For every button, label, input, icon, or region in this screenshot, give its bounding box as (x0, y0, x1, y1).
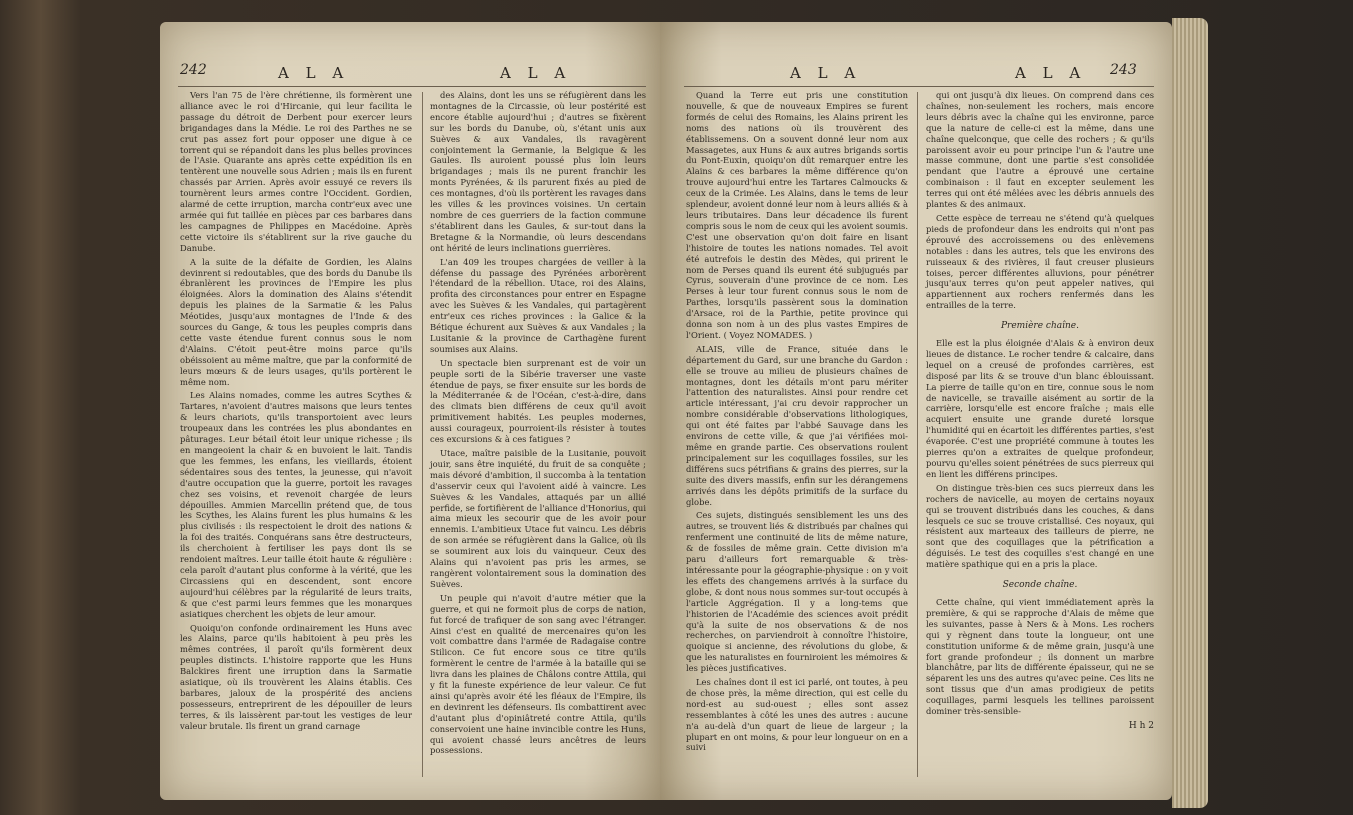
head-rule-left (178, 86, 646, 87)
paragraph: Les Alains nomades, comme les autres Scythes & Tartares, n'avoient d'autres maisons que leurs tentes & leurs chariots, qu'ils transportoient avec leurs troupeaux dans les contrées les plus abondantes en pâturages. Leur bétail étoit leur unique richesse ; ils en mangeoient la chair & en buvoient le lait. Tandis que les femmes, les enfans, les vieillards, étoient sédentaires sous des tentes, la jeunesse, qui n'avoit d'autre occupation que la guerre, portoit les ravages chez ses voisins, et revenoit chargée de leurs dépouilles. Ammien Marcellin prétend que, de tous les Scythes, les Alains furent les plus humains & les plus civilisés : ils respectoient le droit des nations & la foi des traités. Conquérans sans être destructeurs, ils cherchoient à fertiliser les pays dont ils se rendoient maîtres. Leur taille étoit haute & régulière : cela paroît d'autant plus conforme à la vérité, que les Circassiens qui en descendent, sont encore aujourd'hui célèbres par la régularité de leurs traits, & que c'est parmi leurs femmes que les monarques asiatiques cherchent les objets de leur amour. (180, 390, 412, 619)
running-head-right-col2: A L A (1015, 64, 1087, 82)
running-head-left-col2: A L A (500, 64, 572, 82)
paragraph: des Alains, dont les uns se réfugièrent dans les montagnes de la Circassie, où leur postérité est encore établie aujourd'hui ; d'autres se fixèrent sur les bords du Danube, où, s'étant unis aux Suèves & aux Vandales, ils ravagèrent conjointement la Germanie, la Belgique & les Gaules. Ils auroient poussé plus loin leurs brigandages ; mais ils ne purent franchir les monts Pyrénées, & ils parurent fixés au pied de ces montagnes, d'où ils portèrent les ravages dans les villes & les provinces voisines. Un certain nombre de ces guerriers de la faction commune s'établirent dans les Gaules, & sur-tout dans la Bretagne & la Normandie, où leurs descendans ont hérité de leurs inclinations guerrières. (430, 90, 646, 253)
paragraph: L'an 409 les troupes chargées de veiller à la défense du passage des Pyrénées arborèrent l'étendard de la rébellion. Utace, roi des Alains, profita des circonstances pour entrer en Espagne avec les Suèves & les Vandales, qui partagèrent entr'eux ces riches provinces : la Galice & la Bétique échurent aux Suèves & aux Vandales ; la Lusitanie & la province de Carthagène furent soumises aux Alains. (430, 256, 646, 354)
paragraph: Ces sujets, distingués sensiblement les uns des autres, se trouvent liés & distribués par chaînes qui renferment une continuité de lits de même nature, & de fossiles de même grain. Cette division m'a paru d'ailleurs fort remarquable & très-intéressante pour la géographie-physique : on y voit les effets des changemens arrivés à la surface du globe, & dont nous nous sommes sur-tout occupés à l'article Aggrégation. Il y a long-tems que l'historien de l'Académie des sciences avoit prédit qu'à la suite de nos observations & de nos recherches, on parviendroit à connoître l'histoire, quoique si ancienne, des révolutions du globe, & que les naturalistes en fourniroient les mémoires & les pièces justificatives. (686, 510, 908, 674)
section-title: Première chaîne. (1001, 321, 1079, 332)
paragraph: Un peuple qui n'avoit d'autre métier que la guerre, et qui ne formoit plus de corps de nation, fut forcé de trafiquer de son sang avec l'étranger. Ainsi c'est en qualité de mercenaires qu'on les voit combattre dans l'armée de Radagaise contre Stilicon. Ce fut encore sous ce titre qu'ils formèrent le centre de l'armée à la bataille qui se livra dans les plaines de Châlons contre Attila, qui y fit la funeste expérience de leur valeur. Ce fut ainsi qu'après avoir été les fléaux de l'Empire, ils en devinrent les défenseurs. Ils combattirent avec d'autant plus d'opiniâtreté contre Attila, qu'ils conservoient une haine invincible contre les Huns, qui avoient chassé leurs ancêtres de leurs possessions. (430, 592, 646, 756)
paragraph: Quand la Terre eut pris une constitution nouvelle, & que de nouveaux Empires se furent formés de celui des Romains, les Alains prirent les noms des nations où ils trouvèrent des établissemens. On a souvent donné leur nom aux Massagetes, aux Huns & aux autres brigands sortis du Pont-Euxin, quoiqu'on dût remarquer entre les Alains & ces barbares la même différence qu'on trouve aujourd'hui entre les Tartares Calmoucks & ceux de la Crimée. Les Alains, dans le tems de leur splendeur, avoient donné leur nom à leurs alliés & à leurs tributaires. Dans leur décadence ils furent compris sous le nom de ceux qui les avoient soumis. C'est une observation qu'on doit faire en lisant l'histoire de toutes les nations nomades. Tel avoit été autrefois le destin des Mèdes, qui prirent le nom de Perses quand ils eurent été subjugués par Cyrus, souverain d'une province de ce nom. Les Perses à leur tour furent connus sous le nom de Parthes, lorsqu'ils passèrent sous la domination d'Arsace, roi de la Parthie, petite province qui donna son nom à un des plus vastes Empires de l'Orient. ( Voyez NOMADES. ) (686, 90, 908, 340)
paragraph: Utace, maître paisible de la Lusitanie, pouvoit jouir, sans être inquiété, du fruit de sa conquête ; mais dévoré d'ambition, il succomba à la tentation d'asservir ceux qui l'avoient aidé à vaincre. Les Suèves & les Vandales, attaqués par un allié perfide, se fortifièrent de l'alliance d'Honorius, qui aima mieux les secourir que de les avoir pour ennemis. L'ambitieux Utace fut vaincu. Les débris de son armée se réfugièrent dans la Galice, où ils se soumirent aux lois du vainqueur. Ceux des Alains qui n'avoient pas pris les armes, se rangèrent volontairement sous la domination des Suèves. (430, 448, 646, 589)
paragraph: Cette chaîne, qui vient immédiatement après la première, & qui se rapproche d'Alais de même que les suivantes, passe à Ners & à Mons. Les rochers qui y règnent dans toute la longueur, ont une constitution uniforme & de même grain, jusqu'à une fort grande profondeur ; ils donnent un marbre blanchâtre, par lits de différente épaisseur, qui ne se séparent les uns des autres qu'avec peine. Ces lits ne sont tissus que d'un amas prodigieux de petits coquillages, parmi lesquels les tellines paroissent dominer très-sensible- (926, 596, 1154, 717)
paragraph: Cette espèce de terreau ne s'étend qu'à quelques pieds de profondeur dans les endroits qui n'ont pas éprouvé des accroissemens ou des enlèvemens notables : dans les autres, tels que les environs des ruisseaux & des rivières, il faut creuser plusieurs toises, percer différentes alluvions, pour pénétrer jusqu'aux terres qu'on peut appeler natives, qui appartiennent aux rochers renfermés dans les entrailles de la terre. (926, 212, 1154, 311)
open-book (160, 8, 1320, 808)
paragraph: Un spectacle bien surprenant est de voir un peuple sorti de la Sibérie traverser une vaste étendue de pays, se fixer ensuite sur les bords de la Méditerranée & de l'Océan, c'est-à-dire, dans des climats bien différens de ceux qu'il avoit primitivement habités. Les peuples modernes, aussi courageux, pourroient-ils résister à toutes ces excursions & à ces fatigues ? (430, 357, 646, 445)
paragraph: Quoiqu'on confonde ordinairement les Huns avec les Alains, parce qu'ils habitoient à peu près les mêmes contrées, il paroît qu'ils formèrent deux peuples distincts. L'histoire rapporte que les Huns Balckires firent une irruption dans la Sarmatie asiatique, où ils trouvèrent les Alains établis. Ces barbares, jaloux de la prospérité des anciens possesseurs, entreprirent de les dépouiller de leurs terres, & ils laissèrent par-tout les vestiges de leur valeur brutale. Ils firent un grand carnage (180, 622, 412, 731)
signature-mark: H h 2 (1128, 720, 1154, 731)
column-divider-left (422, 92, 423, 777)
running-head-left-col1: A L A (278, 64, 350, 82)
paragraph: Les chaînes dont il est ici parlé, ont toutes, à peu de chose près, la même direction, qui est celle du nord-est au sud-ouest ; elles sont assez ressemblantes à côté les unes des autres : aucune n'a au-delà d'un quart de lieue de largeur ; la plupart en ont moins, & pour leur longueur on en a suivi (686, 677, 908, 753)
paragraph: A la suite de la défaite de Gordien, les Alains devinrent si redoutables, que des bords du Danube ils ébranlèrent les provinces de l'Empire les plus éloignées. Alors la domination des Alains s'étendit depuis les plaines de la Sarmatie & les Palus Méotides, jusqu'aux montagnes de l'Inde & des sources du Gange, & tous les peuples compris dans cette vaste étendue furent connus sous le nom d'Alains. C'étoit peut-être moins parce qu'ils obéissoient au même maître, que par la conformité de leurs mœurs & de leurs usages, qu'ils portèrent le même nom. (180, 256, 412, 387)
page-number-left: 242 (180, 62, 207, 78)
paragraph: qui ont jusqu'à dix lieues. On comprend dans ces chaînes, non-seulement les rochers, mais encore leurs débris avec la chaîne qui les environne, parce que la nature de celle-ci est la même, dans une chaîne quelconque, que celle des rochers ; & qu'ils paroissent avoir eu pour principe l'un & l'autre une masse commune, dont une partie s'est consolidée pendant que l'autre a éprouvé une certaine combinaison : il faut en excepter seulement les terres qui ont été mêlées avec les débris annuels des plantes & des animaux. (926, 90, 1154, 210)
right-page-column-2 (926, 90, 1154, 735)
left-page (160, 22, 660, 800)
page-edges (1172, 18, 1208, 808)
running-head-right-col1: A L A (790, 64, 862, 82)
right-page (660, 22, 1172, 800)
section-title: Seconde chaîne. (1002, 580, 1078, 591)
paragraph: On distingue très-bien ces sucs pierreux dans les rochers de navicelle, au moyen de certains noyaux qui se trouvent distribués dans les couches, & dans lesquels ce suc se trouve cristallisé. Ces noyaux, qui résistent aux marteaux des tailleurs de pierre, ne sont que des coquillages que la pétrification a déguisés. Le test des coquilles s'est changé en une matière spathique qui en a pris la place. (926, 482, 1154, 570)
right-page-column-1 (686, 90, 908, 756)
column-divider-right (917, 92, 918, 777)
paragraph: ALAIS, ville de France, située dans le département du Gard, sur une branche du Gardon : elle se trouve au milieu de plusieurs chaînes de montagnes, dont les détails m'ont paru mériter l'attention des naturalistes. Ainsi pour rendre cet article intéressant, j'ai cru devoir rapprocher un nombre considérable d'observations lithologiques, qui ont été faites par l'abbé Sauvage dans les environs de cette ville, & que j'ai vérifiées moi-même en grande partie. Ces observations roulent principalement sur les coquillages fossiles, sur les différens sucs pétrifians & grains des pierres, sur la suite des divers massifs, enfin sur les dérangemens arrivés dans les dépôts primitifs de la surface du globe. (686, 343, 908, 507)
page-number-right: 243 (1110, 62, 1137, 78)
left-page-column-1 (180, 90, 412, 735)
paragraph: Elle est la plus éloignée d'Alais & à environ deux lieues de distance. Le rocher tendre & calcaire, dans lequel on a creusé de profondes carrières, est disposé par lits & se trouve d'un blanc éblouissant. La pierre de taille qu'on en tire, connue sous le nom de navicelle, se travaille aisément au sortir de la carrière, lorsqu'elle est encore fraîche ; mais elle acquiert ensuite une grande dureté lorsque l'humidité qui en écartoit les différentes parties, s'est évaporée. C'est une propriété commune à toutes les pierres qu'on a extraites de quelque profondeur, pourvu qu'elles soient pénétrées de sucs pierreux qui en lient les différens principes. (926, 338, 1154, 479)
head-rule-right (684, 86, 1154, 87)
left-page-column-2 (430, 90, 646, 759)
paragraph: Vers l'an 75 de l'ère chrétienne, ils formèrent une alliance avec le roi d'Hircanie, qui leur facilita le passage du détroit de Derbent pour exercer leurs brigandages dans la Médie. Le roi des Parthes ne se crut pas assez fort pour opposer une digue à ce torrent qui se répandoit dans les plus belles provinces de l'Asie. Quarante ans après cette expédition ils en tentèrent une nouvelle sous Adrien ; mais ils en furent chassés par Arrien. Après avoir essuyé ce revers ils tournèrent leurs armes contre l'Occident. Gordien, alarmé de cette irruption, marcha contr'eux avec une armée qui fut taillée en pièces par ces barbares dans les campagnes de Philippes en Macédoine. Après cette victoire ils s'établirent sur la rive gauche du Danube. (180, 90, 412, 253)
